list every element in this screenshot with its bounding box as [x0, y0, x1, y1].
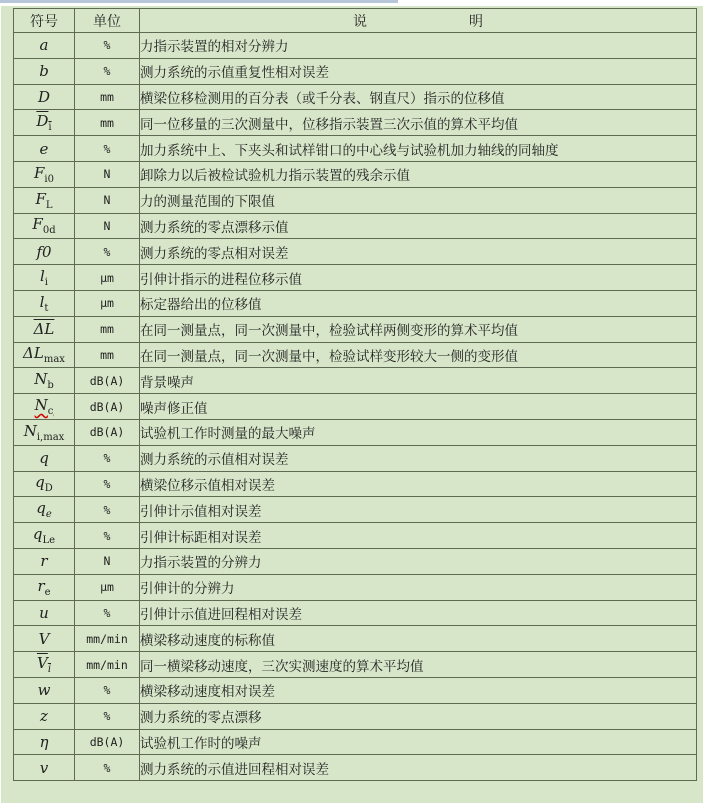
symbol-cell: $q_D$: [14, 471, 75, 497]
symbol-cell: η: [14, 729, 75, 755]
unit-cell: %: [75, 471, 140, 497]
unit-cell: %: [75, 755, 140, 781]
table-row: [14, 652, 697, 678]
description-cell: 测力系统的示值相对误差: [140, 445, 697, 471]
description-cell: 加力系统中上、下夹头和试样钳口的中心线与试验机加力轴线的同轴度: [140, 136, 697, 162]
table-row: [14, 677, 697, 703]
description-cell: 力指示装置的分辨力: [140, 548, 697, 574]
description-cell: 背景噪声: [140, 368, 697, 394]
symbol-cell: D: [14, 84, 75, 110]
table-row: [14, 342, 697, 368]
description-cell: 引伸计的分辨力: [140, 574, 697, 600]
unit-cell: %: [75, 136, 140, 162]
table-row: [14, 136, 697, 162]
table-row: [14, 213, 697, 239]
description-cell: 引伸计指示的进程位移示值: [140, 265, 697, 291]
symbol-cell: u: [14, 600, 75, 626]
unit-cell: dB(A): [75, 729, 140, 755]
symbol-cell: $q_e$: [14, 497, 75, 523]
table-row: [14, 419, 697, 445]
table-row: [14, 729, 697, 755]
unit-cell: mm/min: [75, 626, 140, 652]
description-cell: 试验机工作时测量的最大噪声: [140, 419, 697, 445]
symbol-cell: r: [14, 548, 75, 574]
symbol-cell: f0: [14, 239, 75, 265]
unit-cell: μm: [75, 290, 140, 316]
symbol-cell: V: [14, 626, 75, 652]
unit-cell: %: [75, 600, 140, 626]
table-row: [14, 84, 697, 110]
symbols-table: [13, 8, 697, 781]
table-row: [14, 58, 697, 84]
symbol-cell: $F_{i0}$: [14, 161, 75, 187]
unit-cell: %: [75, 523, 140, 549]
description-cell: 测力系统的零点漂移: [140, 703, 697, 729]
unit-cell: mm: [75, 110, 140, 136]
unit-cell: μm: [75, 265, 140, 291]
unit-cell: N: [75, 548, 140, 574]
window-top-strip: [0, 0, 398, 3]
symbol-cell: q: [14, 445, 75, 471]
header-description: [140, 9, 697, 33]
unit-cell: %: [75, 58, 140, 84]
symbol-cell: $N_b$: [14, 368, 75, 394]
description-cell: 力的测量范围的下限值: [140, 187, 697, 213]
symbol-cell: $N_c$: [14, 394, 75, 420]
table-row: [14, 290, 697, 316]
description-cell: 同一位移量的三次测量中，位移指示装置三次示值的算术平均值: [140, 110, 697, 136]
table-row: [14, 265, 697, 291]
table-row: [14, 626, 697, 652]
unit-cell: mm: [75, 342, 140, 368]
table-header-row: [14, 9, 697, 33]
unit-cell: %: [75, 239, 140, 265]
unit-cell: mm/min: [75, 652, 140, 678]
symbol-cell: a: [14, 33, 75, 59]
table-row: [14, 187, 697, 213]
description-cell: 噪声修正值: [140, 394, 697, 420]
description-cell: 测力系统的零点相对误差: [140, 239, 697, 265]
unit-cell: %: [75, 497, 140, 523]
table-row: [14, 110, 697, 136]
table-row: [14, 471, 697, 497]
table-row: [14, 523, 697, 549]
description-cell: 引伸计标距相对误差: [140, 523, 697, 549]
header-unit: 单位: [75, 9, 140, 33]
description-cell: 横梁移动速度相对误差: [140, 677, 697, 703]
description-cell: 引伸计示值相对误差: [140, 497, 697, 523]
description-cell: 在同一测量点，同一次测量中，检验试样变形较大一侧的变形值: [140, 342, 697, 368]
symbol-cell: $\Delta L_{max}$: [14, 342, 75, 368]
description-cell: 在同一测量点，同一次测量中，检验试样两侧变形的算术平均值: [140, 316, 697, 342]
table-row: [14, 755, 697, 781]
table-row: [14, 161, 697, 187]
description-cell: 同一横梁移动速度，三次实测速度的算术平均值: [140, 652, 697, 678]
unit-cell: dB(A): [75, 419, 140, 445]
symbol-cell: $q_{Le}$: [14, 523, 75, 549]
unit-cell: %: [75, 677, 140, 703]
symbol-cell: $l_t$: [14, 290, 75, 316]
symbol-cell: w: [14, 677, 75, 703]
unit-cell: N: [75, 161, 140, 187]
header-description-left: 说: [353, 13, 367, 30]
unit-cell: μm: [75, 574, 140, 600]
table-row: [14, 316, 697, 342]
header-description-right: 明: [469, 13, 483, 30]
description-cell: 测力系统的示值进回程相对误差: [140, 755, 697, 781]
unit-cell: dB(A): [75, 368, 140, 394]
symbol-cell: b: [14, 58, 75, 84]
table-row: [14, 33, 697, 59]
table-row: [14, 600, 697, 626]
description-cell: 横梁位移示值相对误差: [140, 471, 697, 497]
symbol-cell: $\overline{\Delta L}$: [14, 316, 75, 342]
symbol-cell: $F_{0d}$: [14, 213, 75, 239]
table-row: [14, 497, 697, 523]
symbol-cell: z: [14, 703, 75, 729]
description-cell: 横梁位移检测用的百分表（或千分表、钢直尺）指示的位移值: [140, 84, 697, 110]
symbol-cell: e: [14, 136, 75, 162]
unit-cell: dB(A): [75, 394, 140, 420]
unit-cell: %: [75, 445, 140, 471]
table-row: [14, 394, 697, 420]
table-row: [14, 445, 697, 471]
unit-cell: %: [75, 33, 140, 59]
description-cell: 标定器给出的位移值: [140, 290, 697, 316]
description-cell: 横梁移动速度的标称值: [140, 626, 697, 652]
table-row: [14, 548, 697, 574]
table-row: [14, 368, 697, 394]
description-cell: 引伸计示值进回程相对误差: [140, 600, 697, 626]
symbol-cell: v: [14, 755, 75, 781]
description-cell: 测力系统的零点漂移示值: [140, 213, 697, 239]
unit-cell: N: [75, 187, 140, 213]
symbol-cell: $F_L$: [14, 187, 75, 213]
unit-cell: %: [75, 703, 140, 729]
symbol-cell: $N_{i,max}$: [14, 419, 75, 445]
symbol-cell: $D_i$: [14, 110, 75, 136]
table-row: [14, 574, 697, 600]
table-row: [14, 239, 697, 265]
description-cell: 试验机工作时的噪声: [140, 729, 697, 755]
symbol-cell: $r_e$: [14, 574, 75, 600]
table-row: [14, 703, 697, 729]
symbol-cell: $V_i$: [14, 652, 75, 678]
description-cell: 卸除力以后被检试验机力指示装置的残余示值: [140, 161, 697, 187]
unit-cell: mm: [75, 84, 140, 110]
description-cell: 测力系统的示值重复性相对误差: [140, 58, 697, 84]
unit-cell: N: [75, 213, 140, 239]
description-cell: 力指示装置的相对分辨力: [140, 33, 697, 59]
header-symbol: 符号: [14, 9, 75, 33]
symbol-cell: $l_i$: [14, 265, 75, 291]
unit-cell: mm: [75, 316, 140, 342]
